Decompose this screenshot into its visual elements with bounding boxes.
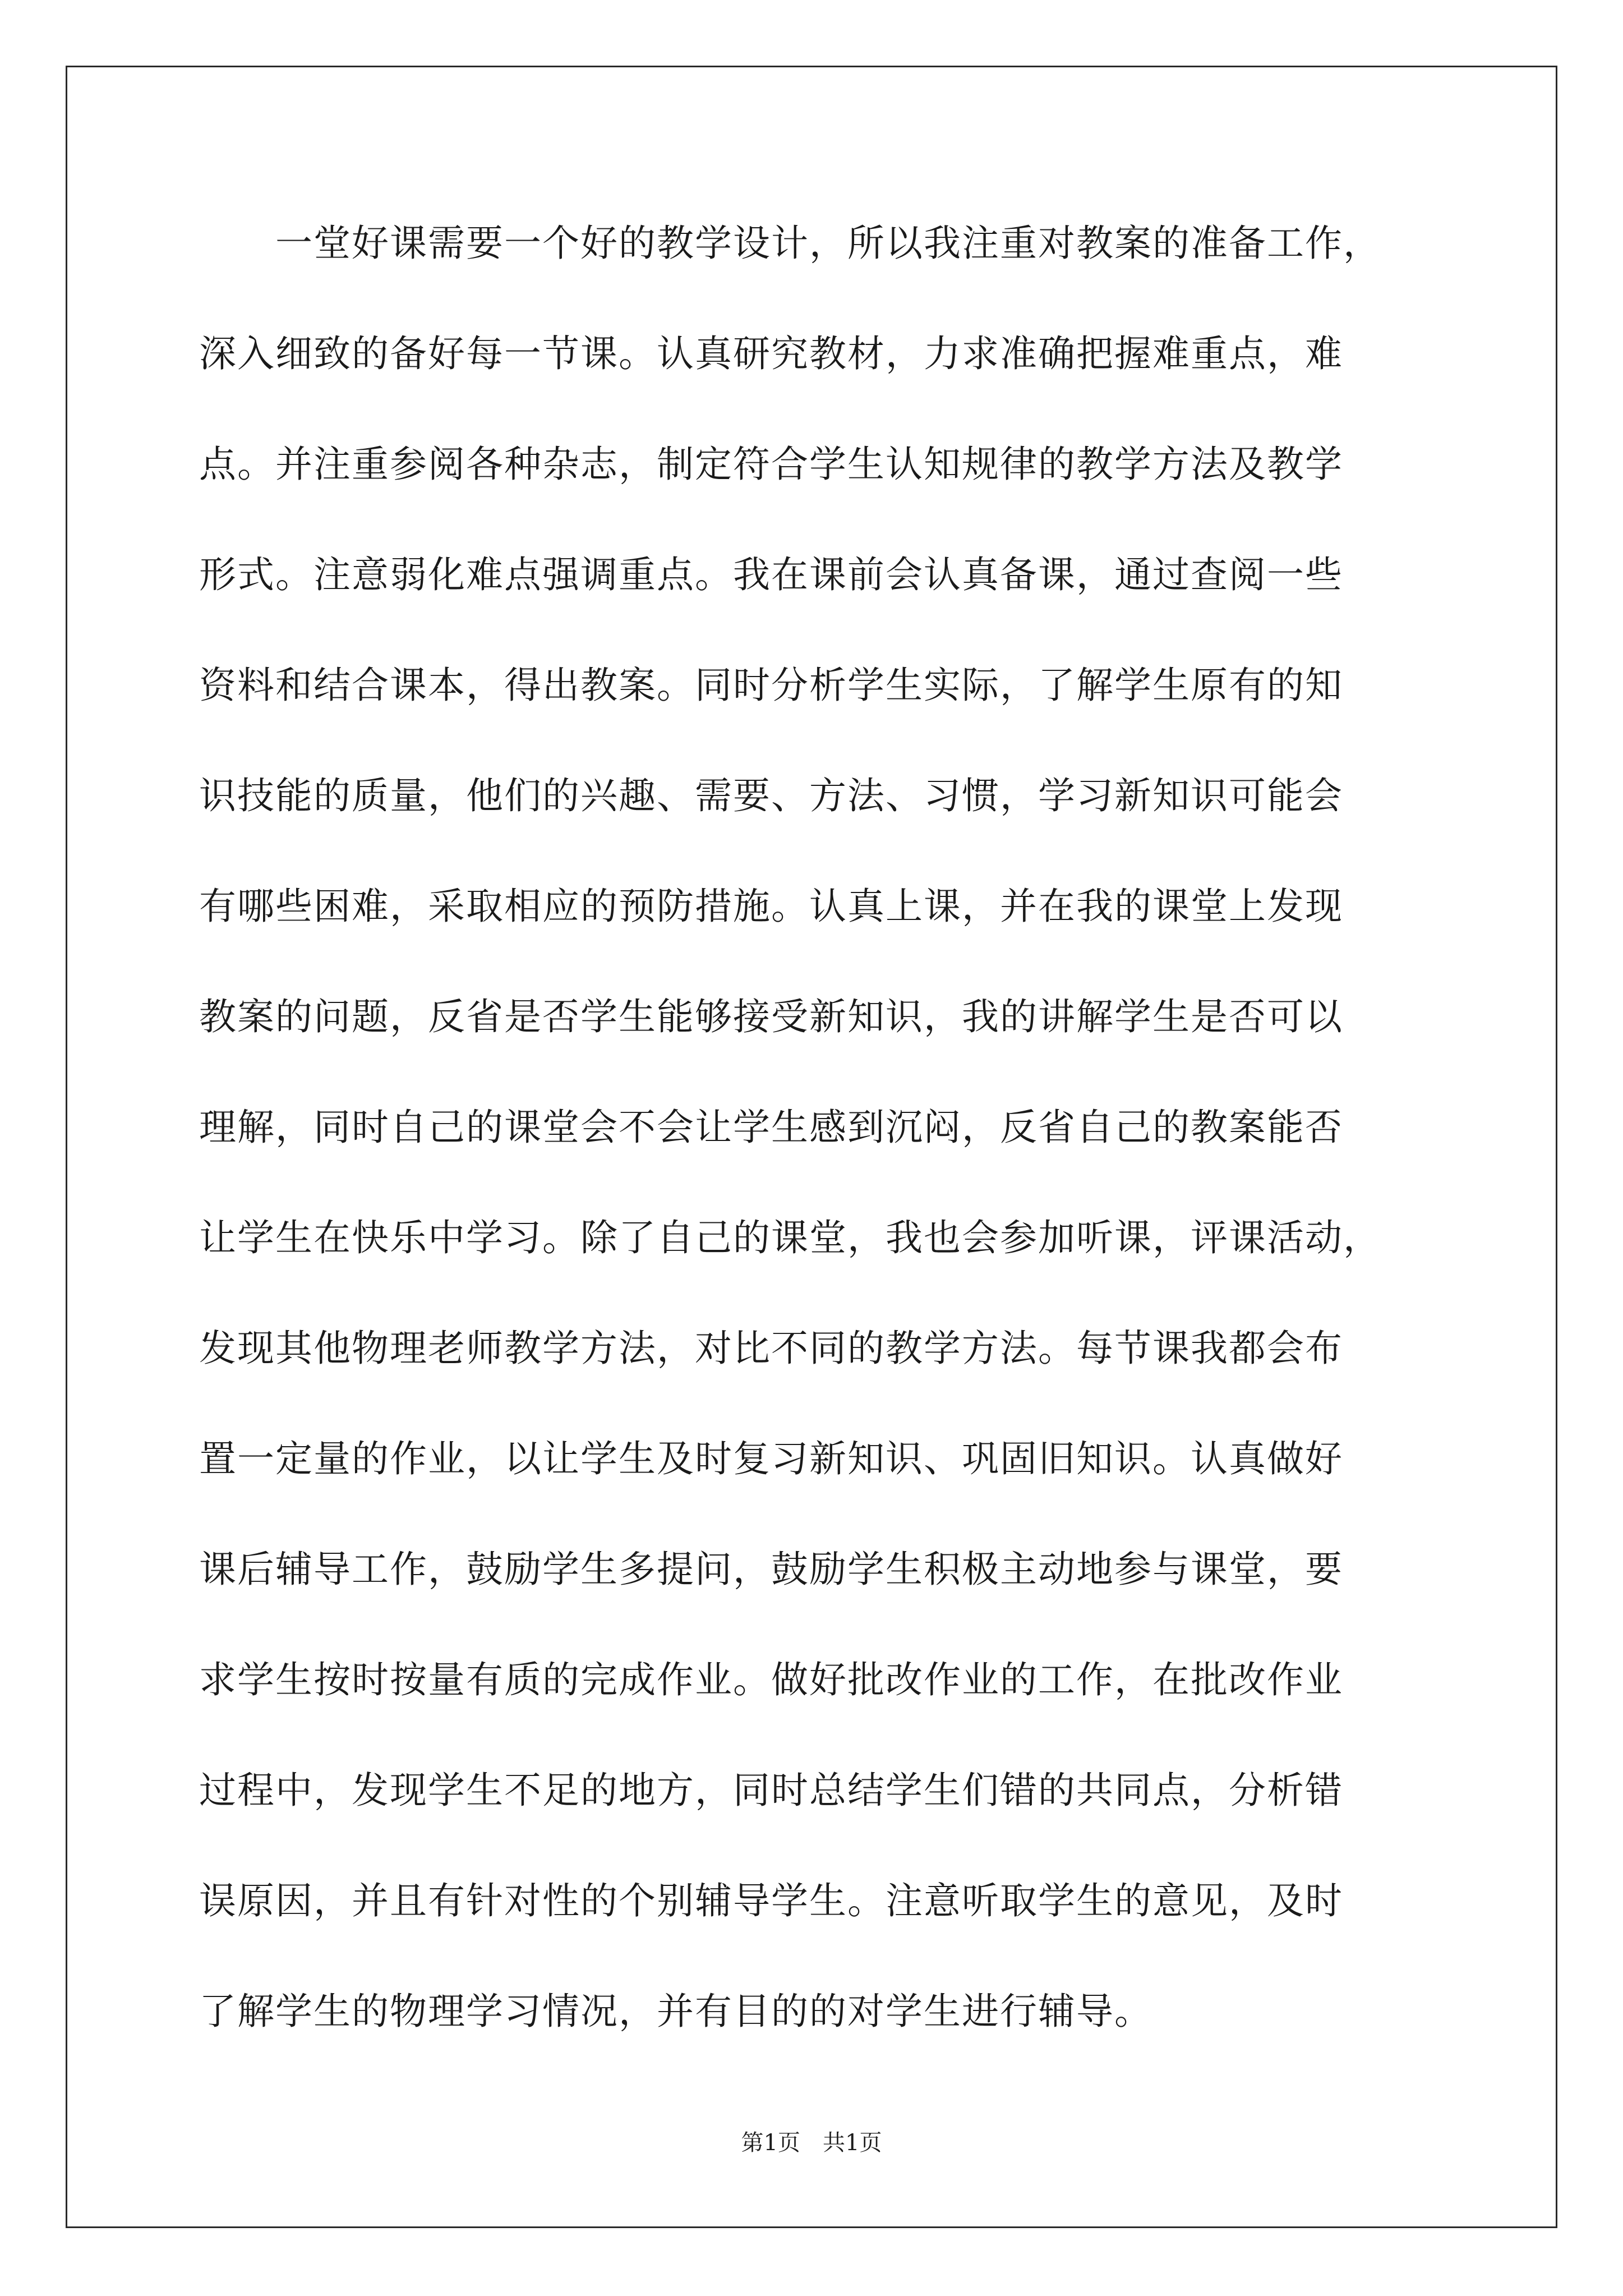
paragraph-line: 了解学生的物理学习情况，并有目的的对学生进行辅导。 (199, 1990, 1152, 2033)
paragraph-line: 点。并注重参阅各种杂志，制定符合学生认知规律的教学方法及教学 (199, 443, 1343, 486)
page-footer (0, 2129, 1623, 2157)
paragraph-line: 一堂好课需要一个好的教学设计，所以我注重对教案的准备工作， (199, 222, 1381, 265)
paragraph-line: 让学生在快乐中学习。除了自己的课堂，我也会参加听课，评课活动， (199, 1216, 1381, 1259)
page-number-current: 第1页 (741, 2130, 800, 2156)
paragraph-line: 资料和结合课本，得出教案。同时分析学生实际，了解学生原有的知 (199, 664, 1343, 707)
paragraph-line: 深入细致的备好每一节课。认真研究教材，力求准确把握难重点，难 (199, 332, 1343, 375)
paragraph-line: 误原因，并且有针对性的个别辅导学生。注意听取学生的意见，及时 (199, 1879, 1343, 1922)
page-number-total: 共1页 (823, 2130, 882, 2156)
paragraph-line: 置一定量的作业，以让学生及时复习新知识、巩固旧知识。认真做好 (199, 1437, 1343, 1480)
paragraph-line: 过程中，发现学生不足的地方，同时总结学生们错的共同点，分析错 (199, 1769, 1343, 1812)
paragraph-line: 形式。注意弱化难点强调重点。我在课前会认真备课，通过查阅一些 (199, 553, 1343, 596)
paragraph-line: 求学生按时按量有质的完成作业。做好批改作业的工作，在批改作业 (199, 1658, 1343, 1701)
body-paragraph (199, 219, 1433, 2097)
paragraph-line: 教案的问题，反省是否学生能够接受新知识，我的讲解学生是否可以 (199, 995, 1343, 1038)
paragraph-line: 课后辅导工作，鼓励学生多提问，鼓励学生积极主动地参与课堂，要 (199, 1548, 1343, 1591)
paragraph-line: 发现其他物理老师教学方法，对比不同的教学方法。每节课我都会布 (199, 1327, 1343, 1370)
paragraph-line: 理解，同时自己的课堂会不会让学生感到沉闷，反省自己的教案能否 (199, 1106, 1343, 1149)
paragraph-line: 识技能的质量，他们的兴趣、需要、方法、习惯，学习新知识可能会 (199, 774, 1343, 817)
paragraph-line: 有哪些困难，采取相应的预防措施。认真上课，并在我的课堂上发现 (199, 885, 1343, 928)
